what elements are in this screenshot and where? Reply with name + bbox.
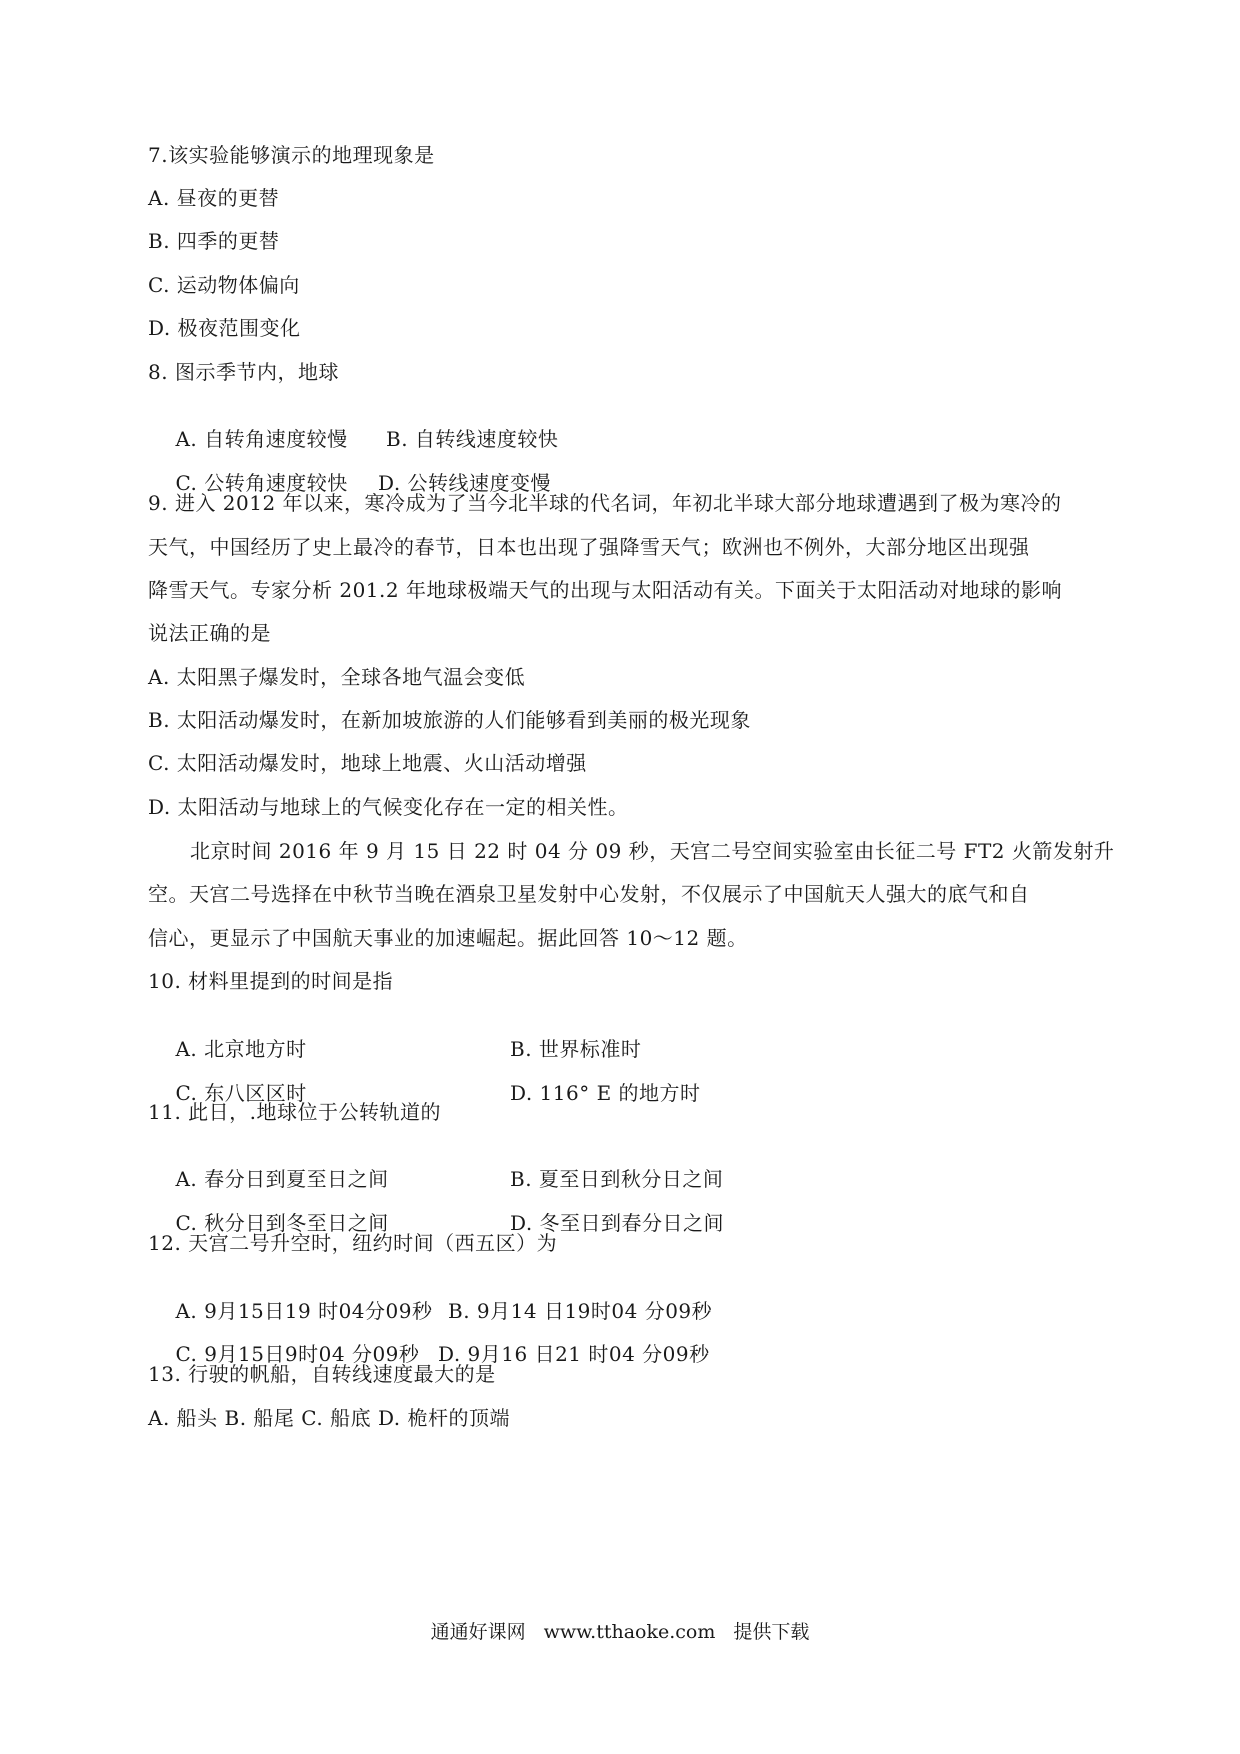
q11-option-b: B. 夏至日到秋分日之间: [510, 1167, 724, 1191]
q12-option-d: D. 9月16 日21 时04 分09秒: [438, 1342, 710, 1366]
footer-url-link[interactable]: www.tthaoke.com: [543, 1621, 716, 1643]
q10-option-a: A. 北京地方时: [175, 1037, 307, 1061]
q12-option-a: A. 9月15日19 时04分09秒: [175, 1299, 433, 1323]
q11-stem: 11. 此日，.地球位于公转轨道的: [148, 1100, 442, 1124]
q11-option-c: C. 秋分日到冬至日之间: [175, 1211, 389, 1235]
q12-stem: 12. 天宫二号升空时，纽约时间（西五区）为: [148, 1231, 558, 1255]
q9-stem-line-3: 降雪天气。专家分析 201.2 年地球极端天气的出现与太阳活动有关。下面关于太阳活动对地球的影响: [148, 578, 1062, 602]
q10-stem: 10. 材料里提到的时间是指: [148, 969, 394, 993]
footer-site-name: 通通好课网: [430, 1621, 526, 1643]
q12-option-c: C. 9月15日9时04 分09秒: [175, 1342, 420, 1366]
q7-option-d: D. 极夜范围变化: [148, 316, 301, 340]
q11-option-d: D. 冬至日到春分日之间: [510, 1211, 725, 1235]
q7-stem: 7.该实验能够演示的地理现象是: [148, 143, 435, 167]
q7-option-b: B. 四季的更替: [148, 229, 280, 253]
q9-stem-line-1: 9. 进入 2012 年以来，寒冷成为了当今北半球的代名词，年初北半球大部分地球遭遇到了极为寒冷的: [148, 491, 1062, 515]
q9-option-c: C. 太阳活动爆发时，地球上地震、火山活动增强: [148, 751, 587, 775]
q9-stem-line-4: 说法正确的是: [148, 621, 271, 645]
passage-line-3: 信心，更显示了中国航天事业的加速崛起。据此回答 10～12 题。: [148, 926, 748, 950]
q11-option-a: A. 春分日到夏至日之间: [175, 1167, 389, 1191]
q8-option-b: B. 自转线速度较快: [386, 427, 559, 451]
q8-option-a: A. 自转角速度较慢: [175, 427, 348, 451]
q9-stem-line-2: 天气，中国经历了史上最冷的春节，日本也出现了强降雪天气；欧洲也不例外，大部分地区出现强: [148, 535, 1030, 559]
q7-option-a: A. 昼夜的更替: [148, 186, 280, 210]
q8-stem: 8. 图示季节内，地球: [148, 360, 339, 384]
q8-option-d: D. 公转线速度变慢: [378, 471, 552, 495]
q10-option-d: D. 116° E 的地方时: [510, 1081, 701, 1105]
passage-line-2: 空。天宫二号选择在中秋节当晚在酒泉卫星发射中心发射，不仅展示了中国航天人强大的底气和自: [148, 882, 1030, 906]
q7-option-c: C. 运动物体偏向: [148, 273, 300, 297]
q9-option-a: A. 太阳黑子爆发时，全球各地气温会变低: [148, 665, 526, 689]
q9-option-b: B. 太阳活动爆发时，在新加坡旅游的人们能够看到美丽的极光现象: [148, 708, 751, 732]
q12-option-b: B. 9月14 日19时04 分09秒: [448, 1299, 713, 1323]
q9-option-d: D. 太阳活动与地球上的气候变化存在一定的相关性。: [148, 795, 629, 819]
q10-option-b: B. 世界标准时: [510, 1037, 642, 1061]
q8-option-c: C. 公转角速度较快: [175, 471, 348, 495]
q10-option-c: C. 东八区区时: [175, 1081, 307, 1105]
page-footer: [0, 1620, 1240, 1644]
passage-line-1: 北京时间 2016 年 9 月 15 日 22 时 04 分 09 秒，天宫二号空间实验室由长征二号 FT2 火箭发射升: [190, 839, 1115, 863]
q13-stem: 13. 行驶的帆船，自转线速度最大的是: [148, 1362, 496, 1386]
q13-options: A. 船头 B. 船尾 C. 船底 D. 桅杆的顶端: [148, 1406, 510, 1430]
footer-suffix: 提供下载: [733, 1621, 810, 1643]
